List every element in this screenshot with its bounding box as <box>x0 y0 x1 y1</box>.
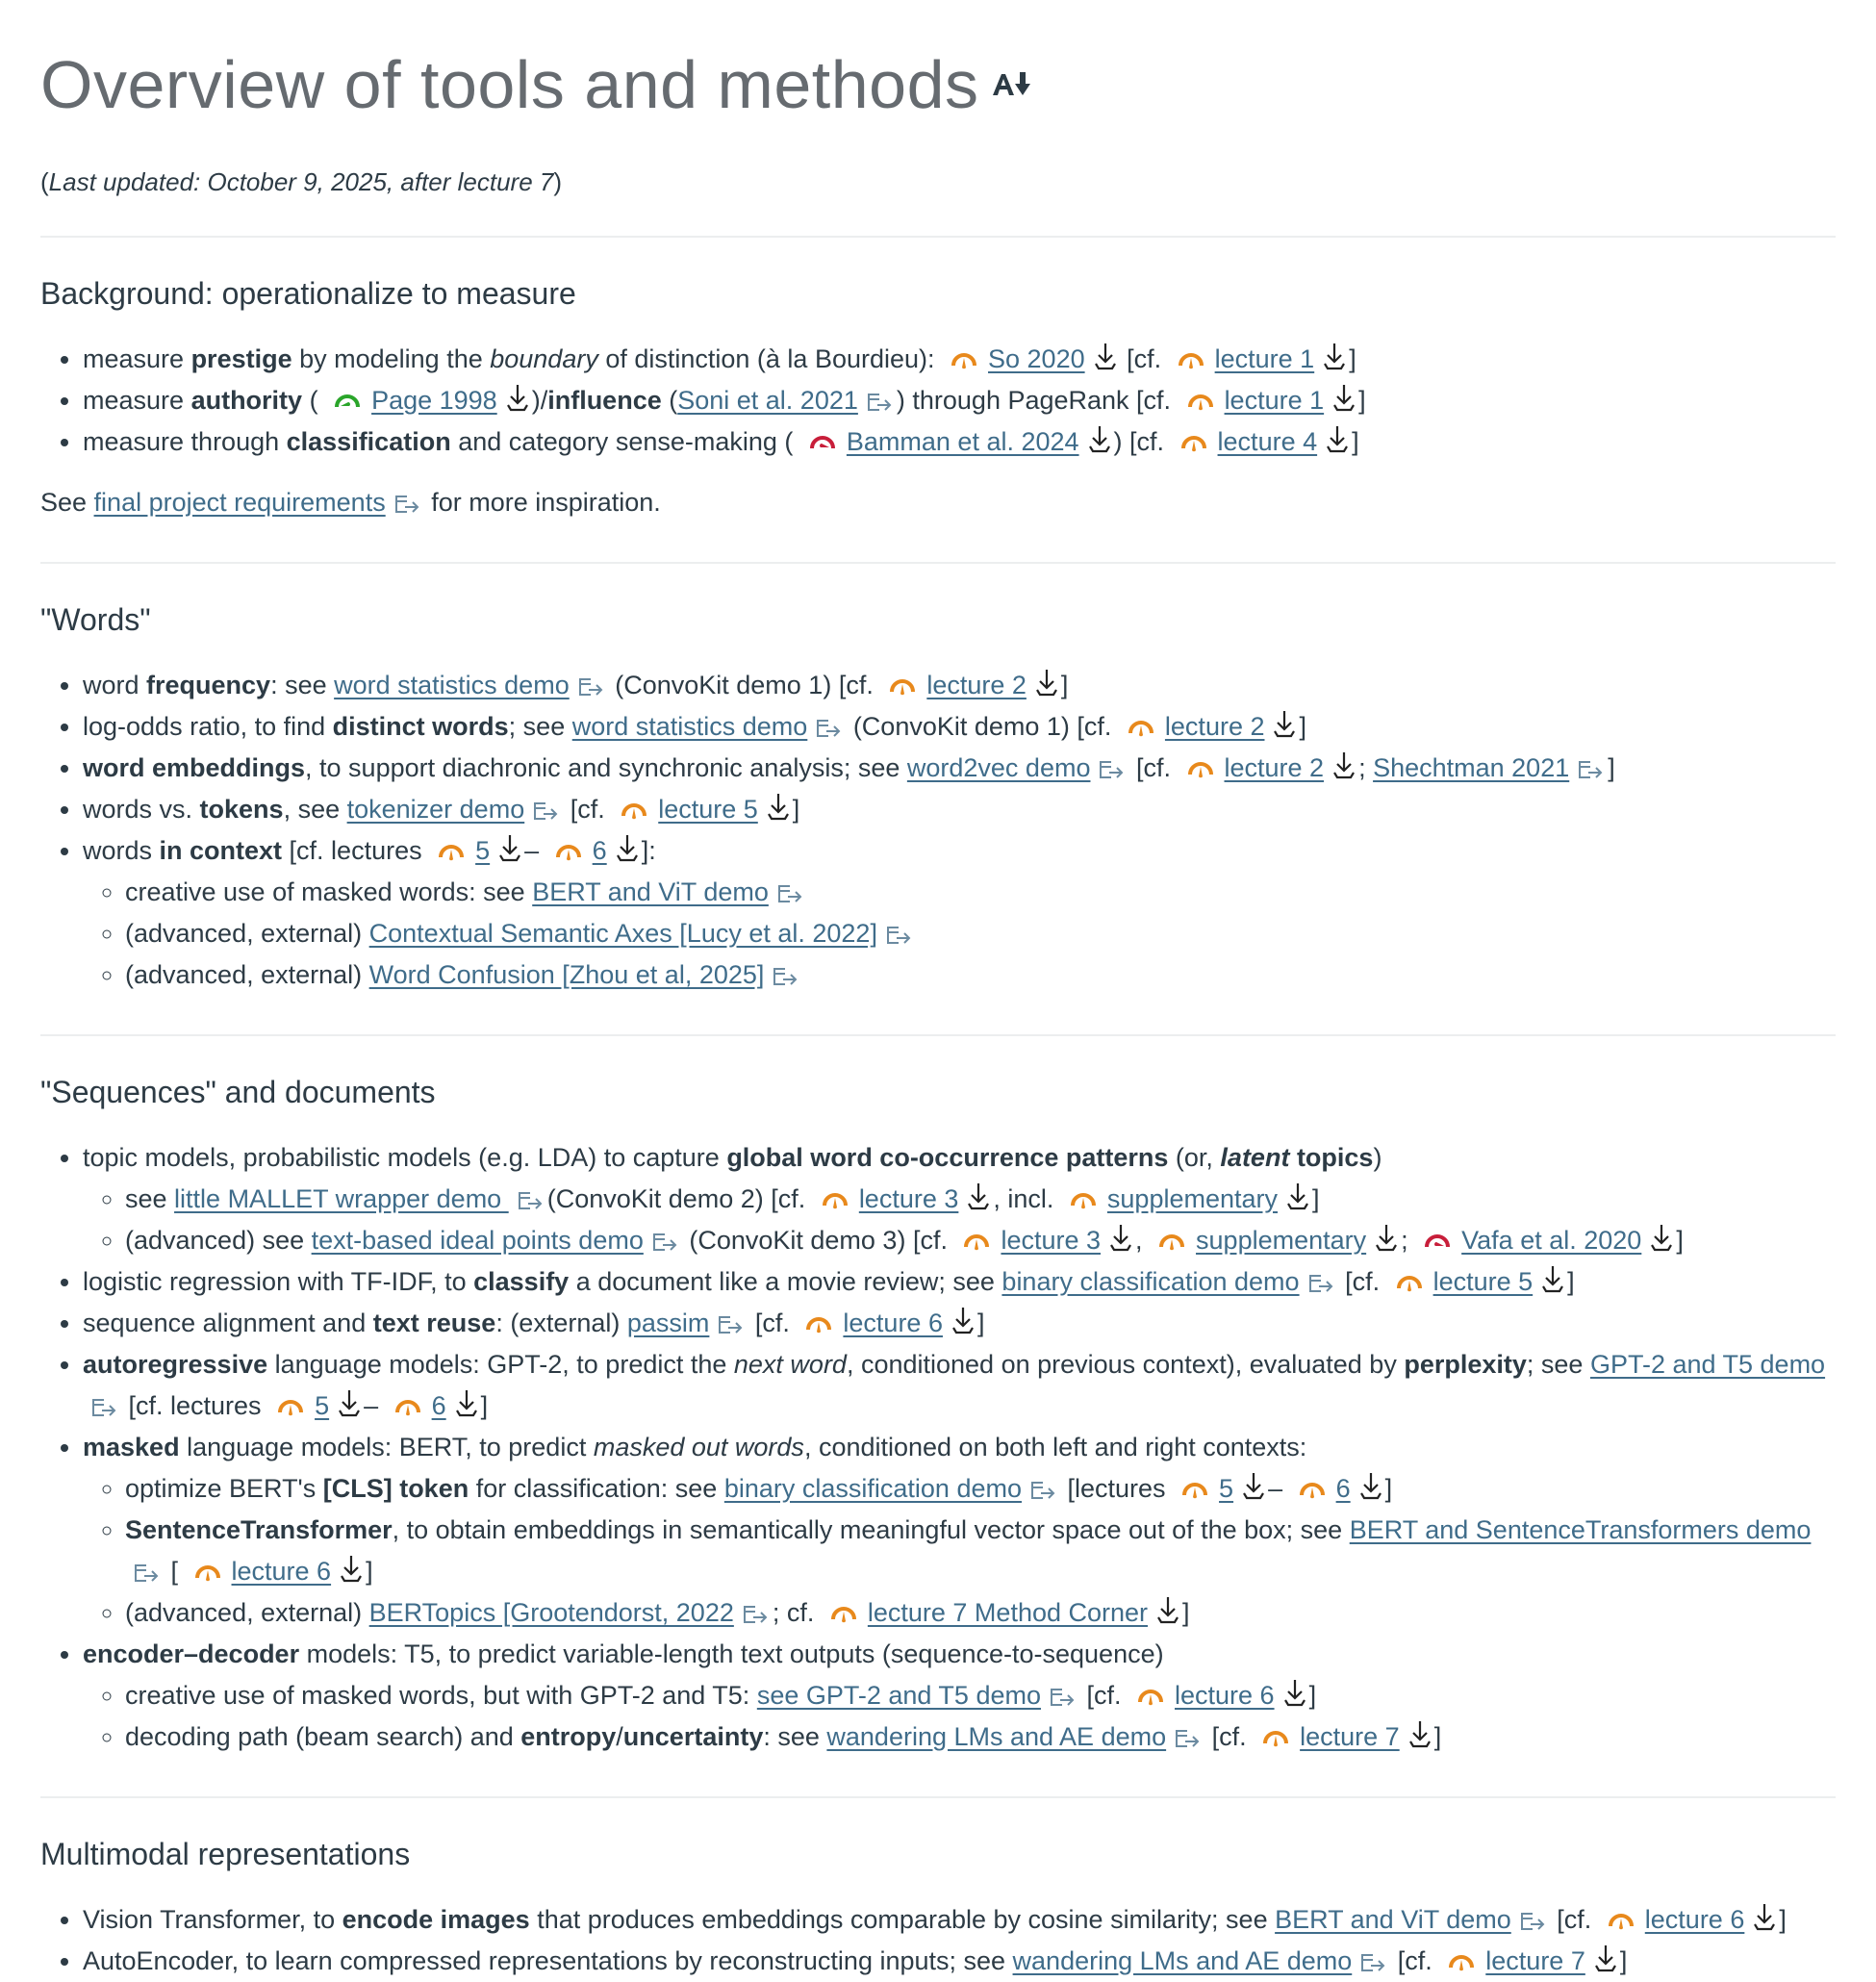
download-icon[interactable] <box>1093 341 1118 371</box>
link-lecture-3[interactable]: lecture 3 <box>858 1184 959 1213</box>
list-item: ◦ creative use of masked words, but with GPT-2 and T5: see GPT-2 and T5 demo [cf. lecture 6 ] <box>125 1675 1836 1716</box>
difficulty-medium-gauge-icon <box>804 1310 833 1335</box>
sequences-list <box>40 1137 1836 1758</box>
difficulty-medium-gauge-icon <box>1136 1683 1165 1708</box>
link-final-project-requirements[interactable]: final project requirements <box>93 488 386 517</box>
link-vafa-2020[interactable]: Vafa et al. 2020 <box>1461 1226 1642 1255</box>
list-item: • logistic regression with TF-IDF, to classify a document like a movie review; see binary classification demo [cf. lecture 5 ] <box>83 1261 1836 1303</box>
section-heading-multimodal: Multimodal representations <box>40 1837 411 1871</box>
list-item: • word embeddings, to support diachronic and synchronic analysis; see word2vec demo [cf. lecture 2 ; Shechtman 2021 ] <box>83 748 1836 789</box>
download-icon[interactable] <box>1325 423 1350 454</box>
download-icon[interactable] <box>454 1387 479 1418</box>
list-item: ◦ decoding path (beam search) and entropy/uncertainty: see wandering LMs and AE demo [cf. lecture 7 ] <box>125 1716 1836 1758</box>
link-lecture-5[interactable]: 5 <box>315 1391 330 1420</box>
list-item: • masked language models: BERT, to predict masked out words, conditioned on both left and right contexts: ◦ optimize BERT's [CLS] token for classification: see binary classification demo [lectures 5 – 6 ] ◦ SentenceTransformer, to obtain embeddings in semantically meaningful vector space out of the box; see BERT and SentenceTransformers demo [ lecture 6 ] ◦ (advanced, external) BERTopics [Grootendorst, 2022 ; cf. lecture 7 Method Corner ] <box>83 1427 1836 1634</box>
difficulty-medium-gauge-icon <box>193 1559 222 1584</box>
list-item: ◦ optimize BERT's [CLS] token for classification: see binary classification demo [lectures 5 – 6 ] <box>125 1468 1836 1510</box>
external-link-icon[interactable] <box>772 965 799 988</box>
difficulty-medium-gauge-icon <box>1186 755 1215 780</box>
section-heading-sequences: "Sequences" and documents <box>40 1075 436 1109</box>
external-link-icon[interactable] <box>1359 1951 1386 1974</box>
external-link-icon[interactable] <box>90 1396 117 1419</box>
external-link-icon[interactable] <box>776 882 803 905</box>
external-link-icon[interactable] <box>532 800 559 823</box>
list-item: • AutoEncoder, to learn compressed representations by reconstructing inputs; see wandering LMs and AE demo [cf. lecture 7 ] <box>83 1941 1836 1982</box>
difficulty-hard-gauge-icon <box>808 429 837 454</box>
difficulty-medium-gauge-icon <box>1607 1907 1635 1932</box>
link-binary-classification-demo[interactable]: binary classification demo <box>1001 1267 1300 1296</box>
external-link-icon[interactable] <box>393 493 420 516</box>
link-word-statistics-demo[interactable]: word statistics demo <box>571 712 808 741</box>
difficulty-medium-gauge-icon <box>1179 429 1208 454</box>
link-little-mallet-wrapper-demo[interactable]: little MALLET wrapper demo <box>174 1184 509 1213</box>
download-icon[interactable] <box>1087 423 1112 454</box>
link-lecture-5[interactable]: 5 <box>1219 1474 1234 1503</box>
link-word-confusion[interactable]: Word Confusion [Zhou et al, 2025] <box>368 960 765 989</box>
list-item: • words in context [cf. lectures 5 – 6 ]: ◦ creative use of masked words: see BERT and ViT demo ◦ (advanced, external) Contextual Semantic Axes [Lucy et al. 2022] ◦ (advanced, external) Word Confusion [Zhou et al, 2025] <box>83 830 1836 996</box>
link-page-1998[interactable]: Page 1998 <box>371 386 497 415</box>
external-link-icon[interactable] <box>1029 1479 1056 1502</box>
download-icon[interactable] <box>1593 1943 1618 1973</box>
download-icon[interactable] <box>1407 1718 1432 1749</box>
link-lecture-5[interactable]: 5 <box>475 836 491 865</box>
link-wandering-lms-ae-demo[interactable]: wandering LMs and AE demo <box>1012 1946 1353 1975</box>
list-item: ◦ (advanced, external) BERTopics [Grootendorst, 2022 ; cf. lecture 7 Method Corner ] <box>125 1592 1836 1634</box>
topic-models-sublist <box>83 1179 1836 1261</box>
link-lecture-6[interactable]: 6 <box>1335 1474 1351 1503</box>
download-icon[interactable] <box>1285 1181 1310 1211</box>
link-lecture-7[interactable]: lecture 7 <box>1485 1946 1585 1975</box>
accessibility-icon[interactable] <box>991 70 1031 99</box>
list-item: ◦ SentenceTransformer, to obtain embeddings in semantically meaningful vector space out of the box; see BERT and SentenceTransformers demo [ lecture 6 ] <box>125 1510 1836 1592</box>
words-list <box>40 665 1836 996</box>
external-link-icon[interactable] <box>517 1189 544 1212</box>
difficulty-medium-gauge-icon <box>1395 1269 1424 1294</box>
encoder-decoder-sublist <box>83 1675 1836 1758</box>
list-item: • topic models, probabilistic models (e.g. LDA) to capture global word co-occurrence patterns (or, latent topics) ◦ see little MALLET wrapper demo (ConvoKit demo 2) [cf. lecture 3 , incl. supplementary ] ◦ (advanced) see text-based ideal points demo (ConvoKit demo 3) [cf. lecture 3 , supplementary ; Vafa et al. 2020 ] <box>83 1137 1836 1261</box>
link-word2vec-demo[interactable]: word2vec demo <box>906 753 1091 782</box>
difficulty-medium-gauge-icon <box>554 838 583 863</box>
link-lecture-3[interactable]: lecture 3 <box>1001 1226 1102 1255</box>
link-shechtman-2021[interactable]: Shechtman 2021 <box>1373 753 1570 782</box>
difficulty-medium-gauge-icon <box>888 673 917 698</box>
link-lecture-5[interactable]: lecture 5 <box>1432 1267 1534 1296</box>
link-tokenizer-demo[interactable]: tokenizer demo <box>346 795 525 824</box>
external-link-icon[interactable] <box>1098 758 1125 781</box>
difficulty-medium-gauge-icon <box>829 1600 858 1625</box>
difficulty-medium-gauge-icon <box>821 1186 849 1211</box>
download-icon[interactable] <box>1322 341 1347 371</box>
link-lecture-1[interactable]: lecture 1 <box>1214 344 1315 373</box>
difficulty-medium-gauge-icon <box>437 838 466 863</box>
last-updated-note: (Last updated: October 9, 2025, after lecture 7) <box>40 167 563 196</box>
download-icon[interactable] <box>1108 1222 1133 1253</box>
divider <box>40 1034 1836 1036</box>
external-link-icon[interactable] <box>717 1313 744 1336</box>
external-link-icon[interactable] <box>1174 1727 1201 1750</box>
difficulty-medium-gauge-icon <box>1177 346 1205 371</box>
external-link-icon[interactable] <box>1049 1686 1076 1709</box>
page-title <box>40 46 1836 123</box>
download-icon[interactable] <box>1241 1470 1266 1501</box>
download-icon[interactable] <box>1331 750 1356 780</box>
external-link-icon[interactable] <box>885 924 912 947</box>
link-lecture-6[interactable]: lecture 6 <box>1175 1681 1275 1710</box>
link-supplementary[interactable]: supplementary <box>1106 1184 1279 1213</box>
difficulty-hard-gauge-icon <box>1423 1228 1452 1253</box>
words-in-context-sublist <box>83 872 1836 996</box>
section-background <box>40 276 1836 523</box>
link-lecture-6[interactable]: lecture 6 <box>1644 1905 1745 1934</box>
link-so-2020[interactable]: So 2020 <box>988 344 1085 373</box>
list-item: • measure prestige by modeling the boundary of distinction (à la Bourdieu): So 2020 [cf. lecture 1 ] <box>83 339 1836 380</box>
divider <box>40 562 1836 564</box>
difficulty-medium-gauge-icon <box>1298 1476 1327 1501</box>
difficulty-easy-gauge-icon <box>333 388 362 413</box>
link-lecture-2[interactable]: lecture 2 <box>926 671 1027 699</box>
external-link-icon[interactable] <box>1577 758 1604 781</box>
list-item: ◦ (advanced) see text-based ideal points demo (ConvoKit demo 3) [cf. lecture 3 , supplementary ; Vafa et al. 2020 ] <box>125 1220 1836 1261</box>
external-link-icon[interactable] <box>815 717 842 740</box>
download-icon[interactable] <box>966 1181 991 1211</box>
link-lecture-7-method-corner[interactable]: lecture 7 Method Corner <box>867 1598 1149 1627</box>
external-link-icon[interactable] <box>742 1603 769 1626</box>
section-heading-words: "Words" <box>40 602 151 637</box>
link-wandering-lms-ae-demo[interactable]: wandering LMs and AE demo <box>826 1722 1167 1751</box>
list-item: • words vs. tokens, see tokenizer demo [cf. lecture 5 ] <box>83 789 1836 830</box>
difficulty-medium-gauge-icon <box>276 1393 305 1418</box>
external-link-icon[interactable] <box>651 1231 678 1254</box>
difficulty-medium-gauge-icon <box>1447 1948 1476 1973</box>
external-link-icon[interactable] <box>577 675 604 699</box>
last-updated-text: Last updated: October 9, 2025, after lecture 7 <box>48 167 554 196</box>
difficulty-medium-gauge-icon <box>1157 1228 1186 1253</box>
external-link-icon[interactable] <box>133 1562 160 1585</box>
list-item: ◦ (advanced, external) Word Confusion [Zhou et al, 2025] <box>125 954 1836 996</box>
section-words <box>40 602 1836 996</box>
list-item: • word frequency: see word statistics demo (ConvoKit demo 1) [cf. lecture 2 ] <box>83 665 1836 706</box>
divider <box>40 1796 1836 1798</box>
list-item: • sequence alignment and text reuse: (external) passim [cf. lecture 6 ] <box>83 1303 1836 1344</box>
download-icon[interactable] <box>337 1387 362 1418</box>
section-multimodal <box>40 1837 1836 1982</box>
difficulty-medium-gauge-icon <box>1069 1186 1098 1211</box>
difficulty-medium-gauge-icon <box>620 797 648 822</box>
link-bert-vit-demo[interactable]: BERT and ViT demo <box>532 877 769 906</box>
link-lecture-6[interactable]: lecture 6 <box>231 1557 332 1586</box>
multimodal-list <box>40 1899 1836 1982</box>
link-gpt2-t5-demo[interactable]: see GPT-2 and T5 demo <box>756 1681 1041 1710</box>
link-lecture-6[interactable]: 6 <box>431 1391 446 1420</box>
download-icon[interactable] <box>1752 1901 1777 1932</box>
download-icon[interactable] <box>766 791 791 822</box>
link-bert-sentencetransformers-demo[interactable]: BERT and SentenceTransformers demo <box>1349 1515 1812 1544</box>
see-note: See final project requirements for more inspiration. <box>40 488 661 517</box>
list-item: • Vision Transformer, to encode images that produces embeddings comparable by cosine similarity; see BERT and ViT demo [cf. lecture 6 ] <box>83 1899 1836 1941</box>
download-icon[interactable] <box>1034 667 1059 698</box>
download-icon[interactable] <box>1282 1677 1307 1708</box>
download-icon[interactable] <box>615 832 640 863</box>
list-item: ◦ (advanced, external) Contextual Semantic Axes [Lucy et al. 2022] <box>125 913 1836 954</box>
difficulty-medium-gauge-icon <box>950 346 978 371</box>
link-lecture-2[interactable]: lecture 2 <box>1224 753 1325 782</box>
download-icon[interactable] <box>339 1553 364 1584</box>
difficulty-medium-gauge-icon <box>1180 1476 1209 1501</box>
link-bertopics[interactable]: BERTopics [Grootendorst, 2022 <box>368 1598 734 1627</box>
difficulty-medium-gauge-icon <box>393 1393 422 1418</box>
list-item: ◦ see little MALLET wrapper demo (ConvoKit demo 2) [cf. lecture 3 , incl. supplementary ] <box>125 1179 1836 1220</box>
link-lecture-7[interactable]: lecture 7 <box>1300 1722 1400 1751</box>
download-icon[interactable] <box>1272 708 1297 739</box>
download-icon[interactable] <box>505 382 530 413</box>
list-item: • measure authority ( Page 1998 )/influence (Soni et al. 2021 ) through PageRank [cf. lecture 1 ] <box>83 380 1836 421</box>
link-word-statistics-demo[interactable]: word statistics demo <box>334 671 570 699</box>
link-lecture-5[interactable]: lecture 5 <box>658 795 758 824</box>
external-link-icon[interactable] <box>1307 1272 1334 1295</box>
external-link-icon[interactable] <box>866 391 893 414</box>
link-lecture-2[interactable]: lecture 2 <box>1164 712 1265 741</box>
difficulty-medium-gauge-icon <box>962 1228 991 1253</box>
link-gpt2-t5-demo[interactable]: GPT-2 and T5 demo <box>1589 1350 1826 1379</box>
link-soni-2021[interactable]: Soni et al. 2021 <box>677 386 858 415</box>
external-link-icon[interactable] <box>1519 1910 1546 1933</box>
download-icon[interactable] <box>1649 1222 1674 1253</box>
download-icon[interactable] <box>1374 1222 1399 1253</box>
link-lecture-1[interactable]: lecture 1 <box>1224 386 1325 415</box>
difficulty-medium-gauge-icon <box>1186 388 1215 413</box>
list-item: • log-odds ratio, to find distinct words; see word statistics demo (ConvoKit demo 1) [cf. lecture 2 ] <box>83 706 1836 748</box>
link-lecture-6[interactable]: 6 <box>592 836 607 865</box>
link-lecture-6[interactable]: lecture 6 <box>843 1309 943 1337</box>
difficulty-medium-gauge-icon <box>1261 1724 1290 1749</box>
link-supplementary[interactable]: supplementary <box>1196 1226 1367 1255</box>
link-binary-classification-demo[interactable]: binary classification demo <box>723 1474 1022 1503</box>
list-item: • autoregressive language models: GPT-2, to predict the next word, conditioned on previous context), evaluated by perplexity; see GPT-2 and T5 demo [cf. lectures 5 – 6 ] <box>83 1344 1836 1427</box>
section-heading-background: Background: operationalize to measure <box>40 276 576 311</box>
download-icon[interactable] <box>497 832 522 863</box>
download-icon[interactable] <box>1155 1594 1180 1625</box>
list-item: • encoder–decoder models: T5, to predict variable-length text outputs (sequence-to-sequence) ◦ creative use of masked words, but with GPT-2 and T5: see GPT-2 and T5 demo [cf. lecture 6 ] ◦ decoding path (beam search) and entropy/uncertainty: see wandering LMs and AE demo [cf. lecture 7 ] <box>83 1634 1836 1758</box>
page-title-text: Overview of tools and methods <box>40 47 979 122</box>
download-icon[interactable] <box>951 1305 976 1335</box>
link-passim[interactable]: passim <box>626 1309 710 1337</box>
list-item: • measure through classification and category sense-making ( Bamman et al. 2024 ) [cf. lecture 4 ] <box>83 421 1836 463</box>
link-bamman-2024[interactable]: Bamman et al. 2024 <box>846 427 1079 456</box>
download-icon[interactable] <box>1540 1263 1565 1294</box>
section-sequences <box>40 1075 1836 1758</box>
link-contextual-semantic-axes[interactable]: Contextual Semantic Axes [Lucy et al. 2022] <box>368 919 877 948</box>
background-list <box>40 339 1836 463</box>
link-text-based-ideal-points-demo[interactable]: text-based ideal points demo <box>311 1226 644 1255</box>
difficulty-medium-gauge-icon <box>1127 714 1155 739</box>
link-bert-vit-demo[interactable]: BERT and ViT demo <box>1275 1905 1511 1934</box>
link-lecture-4[interactable]: lecture 4 <box>1217 427 1318 456</box>
masked-lm-sublist <box>83 1468 1836 1634</box>
divider <box>40 236 1836 238</box>
download-icon[interactable] <box>1331 382 1356 413</box>
download-icon[interactable] <box>1358 1470 1383 1501</box>
list-item: ◦ creative use of masked words: see BERT and ViT demo <box>125 872 1836 913</box>
